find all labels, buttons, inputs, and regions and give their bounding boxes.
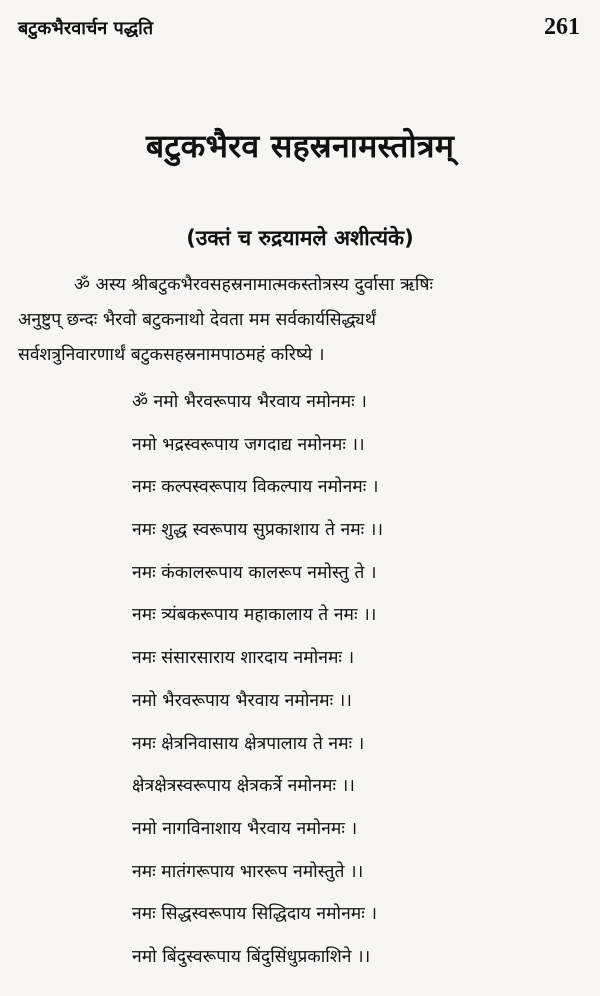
intro-line: सर्वशत्रुनिवारणार्थं बटुकसहस्रनामपाठमहं करिष्ये । [18,345,325,365]
verse-line: नमः मातंगरूपाय भाररूप नमोस्तुते ।। [132,861,364,882]
verse-line: नमः त्र्यंबकरूपाय महाकालाय ते नमः ।। [132,605,377,626]
page-number: 261 [544,14,580,40]
verse-line: नमो भैरवरूपाय भैरवाय नमोनमः ।। [132,690,352,711]
intro-line: ॐ अस्य श्रीबटुकभैरवसहस्रनामात्मकस्तोत्रस्य दुर्वासा ऋषिः [74,275,434,295]
intro-paragraph [18,268,582,373]
running-title: बटुकभैरवार्चन पद्धति [18,18,154,39]
verse-line: क्षेत्रक्षेत्रस्वरूपाय क्षेत्रकर्त्रे नमोनमः ।। [132,776,355,797]
verse-line: नमः संसारसाराय शारदाय नमोनमः । [132,648,355,669]
verse-line: नमः शुद्ध स्वरूपाय सुप्रकाशाय ते नमः ।। [132,520,384,541]
verse-line: नमः कंकालरूपाय कालरूप नमोस्तु ते । [132,562,377,583]
verse-list [132,381,582,979]
verse-line: नमो भद्रस्वरूपाय जगदाद्य नमोनमः ।। [132,434,365,455]
intro-line: अनुष्टुप् छन्दः भैरवो बटुकनाथो देवता मम सर्वकार्यसिद्ध्यर्थं [18,310,376,330]
verse-line: नमः कल्पस्वरूपाय विकल्पाय नमोनमः । [132,477,379,498]
stotra-title: बटुकभैरव सहस्रनामस्तोत्रम् [145,127,455,165]
source-subtitle: (उक्तं च रुद्रयामले अशीत्यंके) [186,226,414,250]
running-header [18,10,580,44]
verse-line: नमो बिंदुस्वरूपाय बिंदुसिंधुप्रकाशिने ।। [132,946,371,967]
verse-line: नमः क्षेत्रनिवासाय क्षेत्रपालाय ते नमः । [132,733,365,754]
verse-line: नमो नागविनाशाय भैरवाय नमोनमः । [132,818,358,839]
verse-line: नमः सिद्धस्वरूपाय सिद्धिदाय नमोनमः । [132,904,377,925]
verse-line: ॐ नमो भैरवरूपाय भैरवाय नमोनमः । [132,392,367,412]
